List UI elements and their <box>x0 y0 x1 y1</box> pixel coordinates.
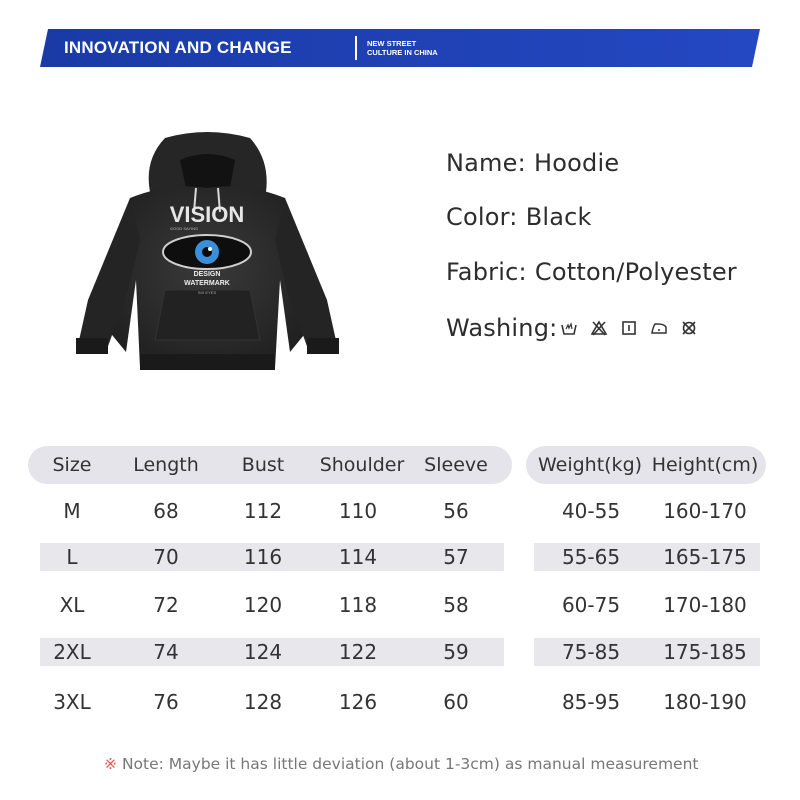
banner-subtitle-line1: NEW STREET <box>367 39 417 48</box>
fabric-value: Cotton/Polyester <box>534 258 737 286</box>
weight-cell: 75-85 <box>561 640 621 664</box>
hand-wash-icon <box>560 319 578 337</box>
name-line <box>446 148 619 177</box>
height-cell: 175-185 <box>663 640 747 664</box>
top-banner <box>40 29 760 67</box>
size-header-length: Length <box>133 454 199 476</box>
name-label: Name: <box>446 149 526 177</box>
shoulder-cell: 118 <box>338 593 378 617</box>
bust-cell: 128 <box>243 690 283 714</box>
washing-line <box>446 313 557 342</box>
weight-cell: 60-75 <box>561 593 621 617</box>
shoulder-cell: 122 <box>338 640 378 664</box>
color-label: Color: <box>446 203 518 231</box>
hoodie-headline: VISION <box>169 202 245 227</box>
bust-cell: 112 <box>243 499 283 523</box>
weight-cell: 40-55 <box>561 499 621 523</box>
fabric-label: Fabric: <box>446 258 527 286</box>
length-cell: 72 <box>153 593 179 617</box>
do-not-bleach-icon <box>590 319 608 337</box>
hoodie-small-top: GOOD SAYING <box>170 226 199 231</box>
note-mark: ※ <box>104 755 117 773</box>
color-value: Black <box>525 203 592 231</box>
do-not-dry-clean-icon <box>680 319 698 337</box>
height-cell: 165-175 <box>663 545 747 569</box>
length-cell: 70 <box>153 545 179 569</box>
fit-header-weight: Weight(kg) <box>537 454 643 476</box>
bust-cell: 124 <box>243 640 283 664</box>
iron-icon <box>650 319 668 337</box>
banner-title: INNOVATION AND CHANGE <box>64 38 292 57</box>
size-cell: M <box>63 499 81 523</box>
weight-cell: 55-65 <box>561 545 621 569</box>
sleeve-cell: 57 <box>443 545 469 569</box>
size-header-shoulder: Shoulder <box>319 454 405 476</box>
measurement-note <box>104 755 699 773</box>
note-text: Note: Maybe it has little deviation (about 1-3cm) as manual measurement <box>121 755 699 773</box>
height-cell: 160-170 <box>663 499 747 523</box>
sleeve-cell: 56 <box>443 499 469 523</box>
banner-subtitle <box>367 39 438 57</box>
shoulder-cell: 114 <box>338 545 378 569</box>
name-value: Hoodie <box>534 149 620 177</box>
banner-divider <box>355 36 357 60</box>
height-cell: 180-190 <box>663 690 747 714</box>
fabric-line <box>446 257 737 286</box>
length-cell: 76 <box>153 690 179 714</box>
size-cell: 2XL <box>53 640 91 664</box>
shoulder-cell: 126 <box>338 690 378 714</box>
size-header-sleeve: Sleeve <box>424 454 488 476</box>
hoodie-small-bottom: SIX EYES <box>197 290 217 295</box>
sleeve-cell: 58 <box>443 593 469 617</box>
length-cell: 74 <box>153 640 179 664</box>
size-cell: 3XL <box>53 690 91 714</box>
bust-cell: 120 <box>243 593 283 617</box>
washing-label: Washing: <box>446 314 558 342</box>
hoodie-line1: DESIGN <box>193 271 221 278</box>
size-header-size: Size <box>52 454 92 476</box>
fit-header-height: Height(cm) <box>651 454 759 476</box>
sleeve-cell: 59 <box>443 640 469 664</box>
height-cell: 170-180 <box>663 593 747 617</box>
weight-cell: 85-95 <box>561 690 621 714</box>
hoodie-image <box>70 130 345 375</box>
sleeve-cell: 60 <box>443 690 469 714</box>
tumble-dry-icon <box>620 319 638 337</box>
size-header-bust: Bust <box>241 454 285 476</box>
hoodie-line2: WATERMARK <box>184 280 230 287</box>
banner-subtitle-line2: CULTURE IN CHINA <box>367 48 438 57</box>
washing-icons <box>560 319 698 337</box>
size-cell: L <box>66 545 78 569</box>
color-line <box>446 202 592 231</box>
bust-cell: 116 <box>243 545 283 569</box>
size-cell: XL <box>59 593 85 617</box>
shoulder-cell: 110 <box>338 499 378 523</box>
length-cell: 68 <box>153 499 179 523</box>
